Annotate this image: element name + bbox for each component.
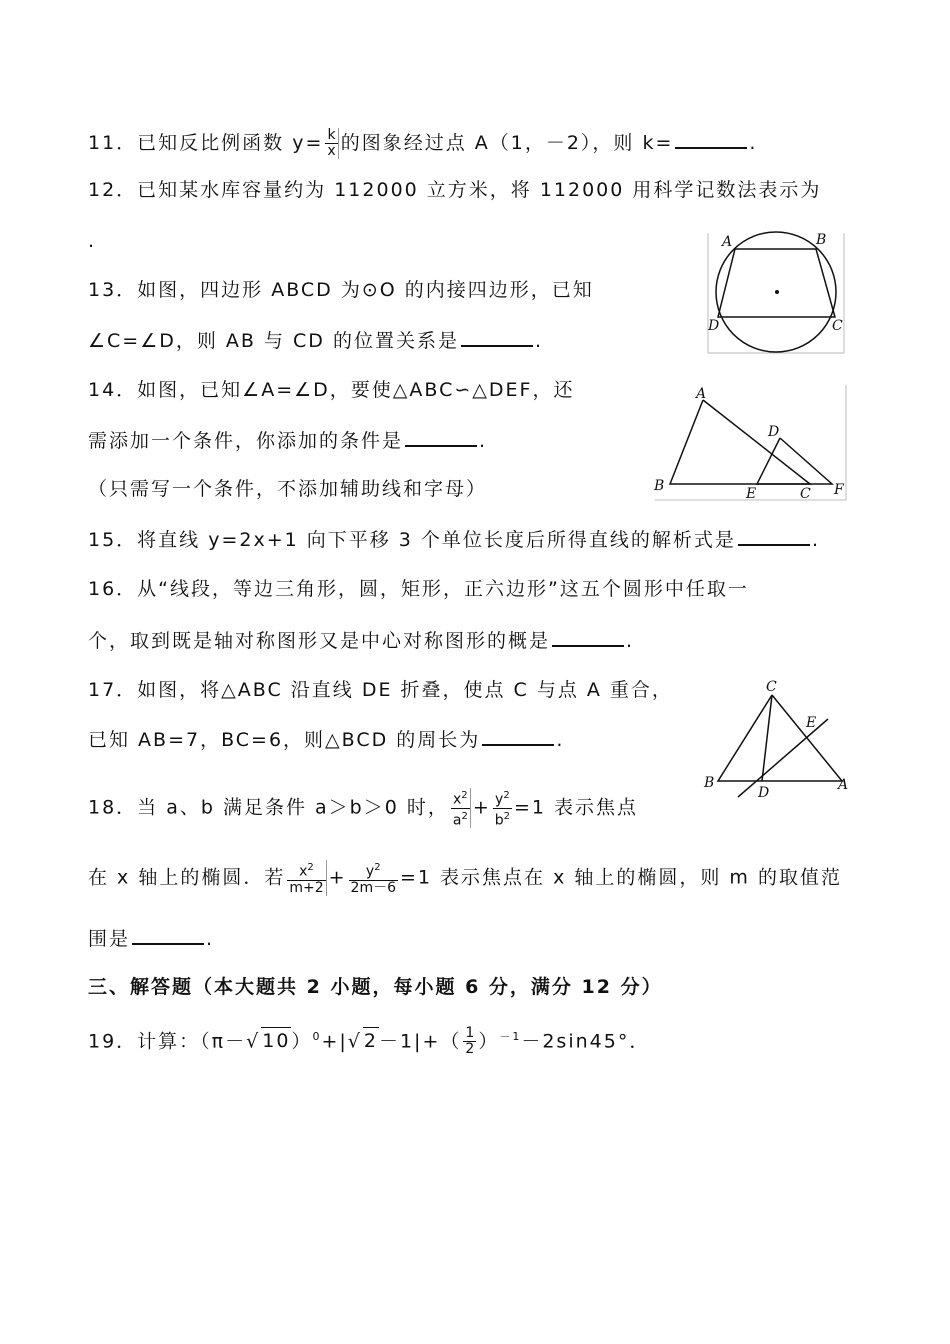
q19-abs-close: －1|+（	[378, 1030, 462, 1053]
q14-text-1: 14．如图，已知∠A=∠D，要使△ABC∽△DEF，还	[88, 379, 575, 401]
fig13-label-b: B	[816, 232, 827, 248]
q18-f2-den-exp: 2	[503, 810, 510, 822]
q11-suffix: .	[749, 132, 758, 154]
fig14-label-d: D	[768, 424, 780, 440]
q18-text-2-suffix: =1 表示焦点在 x 轴上的椭圆，则 m 的取值范	[399, 866, 842, 889]
q16-text-2: 个，取到既是轴对称图形又是中心对称图形的概是	[88, 630, 551, 652]
q18-prefix: 18．当 a、b 满足条件 a＞b＞0 时，	[88, 796, 449, 819]
q18-plus: +	[472, 796, 491, 819]
fig14-label-b: B	[654, 478, 665, 494]
q18-answer-blank[interactable]	[132, 925, 204, 945]
q15-text: 15．将直线 y=2x+1 向下平移 3 个单位长度后所得直线的解析式是	[88, 529, 736, 551]
figure-q17-fold	[700, 675, 860, 801]
q11-answer-blank[interactable]	[675, 129, 747, 149]
q18-mid: =1 表示焦点	[514, 796, 639, 819]
fig17-label-b: B	[704, 775, 715, 791]
q18-line3	[88, 925, 214, 952]
q19-half-den: 2	[465, 1041, 475, 1058]
q17-answer-blank[interactable]	[482, 726, 554, 746]
q18-g1-den: m+2	[289, 879, 324, 896]
fig14-label-a: A	[696, 386, 707, 402]
q18-f1-num-exp: 2	[461, 790, 468, 801]
q14-line1	[88, 377, 574, 403]
q17-suffix: .	[556, 729, 565, 751]
fig17-label-e: E	[806, 715, 817, 731]
q19-paren-1: ）	[291, 1030, 313, 1053]
fig13-label-c: C	[832, 318, 843, 334]
q18-fraction-2	[493, 788, 512, 828]
q13-suffix: .	[534, 330, 544, 352]
fig17-label-d: D	[758, 785, 770, 801]
q17-line1	[88, 677, 673, 703]
figure-q14-triangles	[650, 380, 850, 505]
fig17-label-a: A	[838, 777, 849, 793]
q16-line1	[88, 576, 749, 602]
q13-text-1: 13．如图，四边形 ABCD 为⊙O 的内接四边形，已知	[88, 279, 594, 301]
q15-answer-blank[interactable]	[738, 526, 810, 546]
q18-g1-num-exp: 2	[307, 862, 314, 873]
q19-prefix: 19．计算：（π－	[88, 1030, 247, 1053]
q13-line1	[88, 277, 594, 303]
q18-f1-den-exp: 2	[461, 810, 468, 822]
q19-paren-2: ）	[478, 1030, 500, 1053]
q16-suffix: .	[626, 630, 635, 652]
q14-suffix: .	[479, 430, 488, 452]
q19-exp-0: 0	[312, 1030, 322, 1043]
q18-suffix: .	[206, 928, 215, 950]
q19-radicand-1: 10	[261, 1027, 291, 1054]
figure-q13-circle	[700, 228, 850, 358]
q18-g2-num-exp: 2	[374, 862, 381, 873]
q19-half-num: 1	[465, 1025, 475, 1042]
q19-abs-open: +|	[321, 1030, 348, 1053]
q18-text-3: 围是	[88, 928, 131, 950]
sqrt-icon: √	[246, 1030, 261, 1053]
q14-line3	[88, 476, 487, 502]
q11-frac-den: x	[327, 143, 336, 159]
fig14-label-f: F	[834, 482, 844, 498]
q18-g1-num: x	[299, 863, 308, 880]
q16-line2	[88, 627, 634, 654]
q17-text-1: 17．如图，将△ABC 沿直线 DE 折叠，使点 C 与点 A 重合，	[88, 679, 673, 701]
q18-f1-den: a	[452, 812, 462, 829]
q18-text-2: 在 x 轴上的椭圆．若	[88, 866, 286, 889]
q12-line	[88, 177, 821, 203]
q18-f2-num-exp: 2	[503, 790, 510, 801]
q11-fraction	[325, 128, 338, 159]
q17-line2	[88, 726, 564, 753]
q18-line1	[88, 788, 638, 828]
q19-exp-neg1: －1	[499, 1030, 522, 1043]
section-3-heading	[88, 974, 663, 1000]
q14-line2	[88, 427, 487, 454]
fig17-label-c: C	[766, 679, 777, 695]
q18-f2-den: b	[494, 812, 504, 829]
q18-plus-2: +	[328, 866, 347, 889]
fig13-label-a: A	[722, 234, 733, 250]
q12-text: 12．已知某水库容量约为 112000 立方米，将 112000 用科学记数法表示为	[88, 179, 822, 201]
q18-g2-den: 2m－6	[350, 879, 396, 896]
q19-radicand-2: 2	[363, 1027, 379, 1054]
fig13-label-d: D	[708, 318, 720, 334]
q16-text-1: 16．从“线段，等边三角形，圆，矩形，正六边形”这五个圆形中任取一	[88, 578, 749, 600]
q11-prefix: 11．已知反比例函数 y=	[88, 132, 324, 154]
q18-g2-num: y	[365, 863, 375, 880]
q12-cont: .	[88, 230, 97, 252]
q14-answer-blank[interactable]	[405, 427, 477, 447]
q13-answer-blank[interactable]	[461, 327, 533, 347]
q14-text-3: （只需写一个条件，不添加辅助线和字母）	[88, 478, 488, 500]
fig14-label-c: C	[800, 486, 811, 502]
q19-tail: －2sin45°．	[521, 1030, 651, 1053]
q18-fraction-4	[349, 860, 398, 896]
q18-f2-num: y	[495, 791, 504, 808]
section-3-title: 三、解答题（本大题共 2 小题，每小题 6 分，满分 12 分）	[88, 976, 663, 998]
q14-text-2: 需添加一个条件，你添加的条件是	[88, 430, 404, 452]
q11-line	[88, 128, 757, 159]
q12-cont-line	[88, 228, 96, 254]
q18-f1-num: x	[452, 791, 462, 808]
fig14-label-e: E	[746, 486, 757, 502]
q17-text-2: 已知 AB=7，BC=6，则△BCD 的周长为	[88, 729, 481, 751]
q16-answer-blank[interactable]	[552, 627, 624, 647]
q13-line2	[88, 327, 543, 354]
q18-fraction-1	[451, 788, 471, 828]
q15-line	[88, 526, 820, 553]
q11-mid: 的图象经过点 A（1，－2），则 k=	[340, 132, 674, 154]
sqrt-icon-2: √	[347, 1030, 362, 1053]
q18-line2	[88, 860, 842, 896]
q13-text-2: ∠C=∠D，则 AB 与 CD 的位置关系是	[88, 330, 459, 352]
q18-fraction-3	[287, 860, 326, 896]
q11-frac-num: k	[325, 128, 337, 144]
q15-suffix: .	[811, 529, 820, 551]
q19-line	[88, 1024, 650, 1057]
q19-half-fraction	[463, 1026, 476, 1057]
